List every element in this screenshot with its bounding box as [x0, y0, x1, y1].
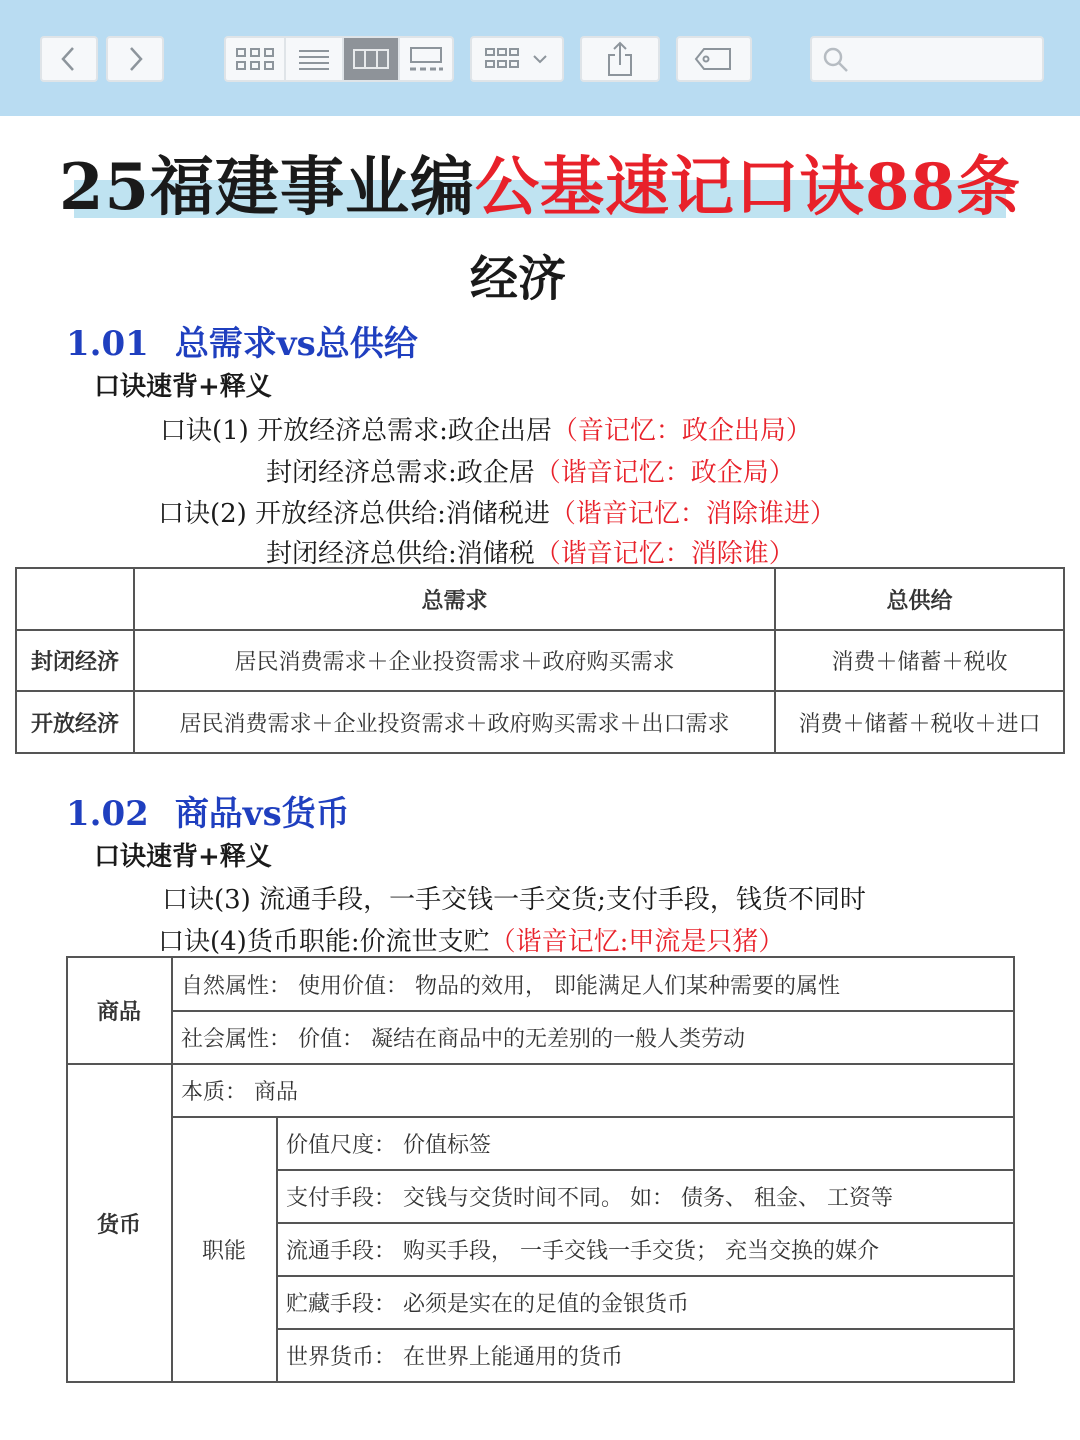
- mnemonic-line: 口诀(1) 开放经济总需求:政企出居（音记忆：政企出局）: [160, 416, 812, 446]
- grid-view-icon: [235, 46, 275, 72]
- table-header: 总需求: [134, 568, 775, 630]
- back-button[interactable]: [40, 36, 98, 82]
- view-switcher: [224, 36, 454, 82]
- aggregate-table: [15, 567, 1065, 754]
- table-header-empty: [16, 568, 134, 630]
- title-black: 25福建事业编: [58, 150, 475, 225]
- table-cell: 社会属性： 价值： 凝结在商品中的无差别的一般人类劳动: [172, 1011, 1014, 1064]
- table-cell: 贮藏手段： 必须是实在的足值的金银货币: [277, 1276, 1014, 1329]
- row-label-money: 货币: [67, 1064, 172, 1382]
- share-icon: [605, 41, 635, 77]
- window-toolbar: [0, 0, 1080, 116]
- search-icon: [822, 46, 850, 74]
- row-label: 封闭经济: [16, 630, 134, 691]
- table-cell: 流通手段： 购买手段， 一手交钱一手交货； 充当交换的媒介: [277, 1223, 1014, 1276]
- tag-icon: [694, 46, 734, 72]
- grid-view-button[interactable]: [226, 38, 286, 80]
- mnemonic-line: 封闭经济总供给:消储税（谐音记忆：消除谁）: [266, 539, 795, 569]
- title-red: 公基速记口诀88条: [475, 150, 1022, 225]
- section-heading-1: [66, 316, 418, 365]
- row-label-commodity: 商品: [67, 957, 172, 1064]
- column-view-icon: [352, 48, 390, 70]
- page-title: [0, 136, 1080, 228]
- column-view-button[interactable]: [344, 38, 400, 80]
- table-cell: 自然属性： 使用价值： 物品的效用， 即能满足人们某种需要的属性: [172, 957, 1014, 1011]
- share-button[interactable]: [580, 36, 660, 82]
- group-by-icon: [482, 46, 552, 72]
- chevron-right-icon: [125, 45, 145, 73]
- function-label: 职能: [172, 1117, 277, 1382]
- group-by-button[interactable]: [470, 36, 564, 82]
- gallery-view-button[interactable]: [400, 38, 452, 80]
- forward-button[interactable]: [106, 36, 164, 82]
- row-label: 开放经济: [16, 691, 134, 753]
- table-cell: 消费＋储蓄＋税收: [775, 630, 1064, 691]
- mnemonic-line: 口诀(2) 开放经济总供给:消储税进（谐音记忆：消除谁进）: [158, 499, 836, 529]
- table-cell: 价值尺度： 价值标签: [277, 1117, 1014, 1170]
- commodity-money-table: [66, 956, 1015, 1383]
- table-cell: 居民消费需求＋企业投资需求＋政府购买需求＋出口需求: [134, 691, 775, 753]
- page-subtitle: 经济: [469, 251, 566, 307]
- table-cell: 消费＋储蓄＋税收＋进口: [775, 691, 1064, 753]
- table-cell: 世界货币： 在世界上能通用的货币: [277, 1329, 1014, 1382]
- mnemonic-line: 口诀(3) 流通手段，一手交钱一手交货;支付手段，钱货不同时: [162, 885, 866, 915]
- section-label: 口诀速背+释义: [94, 372, 272, 402]
- list-view-button[interactable]: [286, 38, 344, 80]
- table-cell: 居民消费需求＋企业投资需求＋政府购买需求: [134, 630, 775, 691]
- section-heading-2: [66, 786, 350, 835]
- gallery-view-icon: [407, 46, 445, 72]
- tag-button[interactable]: [676, 36, 752, 82]
- section-number: 1.02: [66, 794, 149, 834]
- section-title: 商品vs货币: [174, 794, 350, 834]
- table-cell: 支付手段： 交钱与交货时间不同。 如： 债务、 租金、 工资等: [277, 1170, 1014, 1223]
- search-field[interactable]: [810, 36, 1044, 82]
- table-header: 总供给: [775, 568, 1064, 630]
- section-number: 1.01: [66, 324, 149, 364]
- table-cell: 本质： 商品: [172, 1064, 1014, 1117]
- mnemonic-line: 封闭经济总需求:政企居（谐音记忆：政企局）: [266, 458, 795, 488]
- list-view-icon: [297, 47, 331, 71]
- section-label: 口诀速背+释义: [94, 842, 272, 872]
- chevron-left-icon: [59, 45, 79, 73]
- mnemonic-line: 口诀(4)货币职能:价流世支贮（谐音记忆:甲流是只猪）: [158, 927, 785, 957]
- section-title: 总需求vs总供给: [174, 324, 418, 364]
